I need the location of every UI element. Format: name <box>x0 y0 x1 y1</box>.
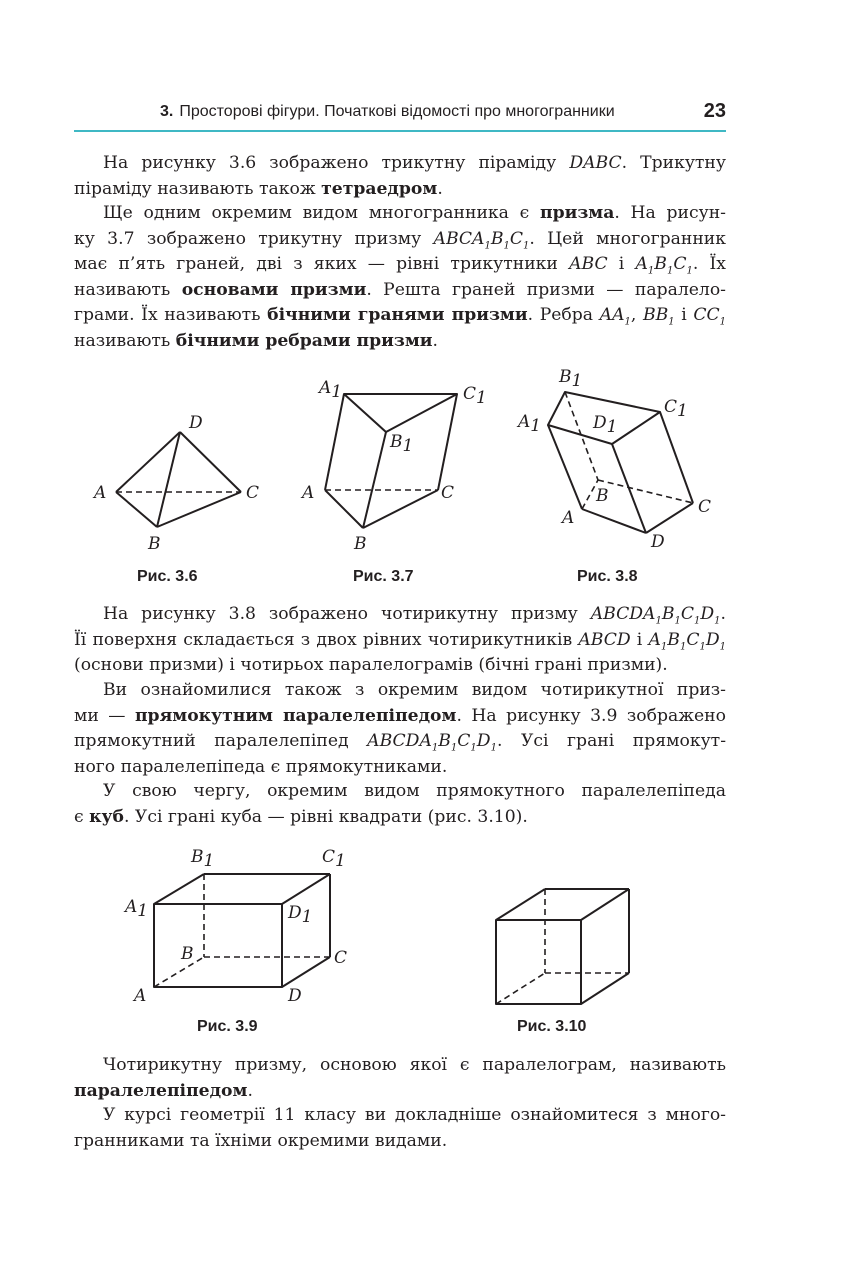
label-b1: B1 <box>390 432 414 456</box>
caption-fig-3-7: Рис. 3.7 <box>353 568 414 585</box>
edge-bottom-right <box>581 973 629 1004</box>
label-d1: D1 <box>593 413 618 437</box>
label-c: C <box>334 948 348 968</box>
label-c1: C1 <box>664 397 688 421</box>
term-lateral-faces: бічними гранями призми <box>267 305 528 325</box>
paragraph-4: Ви ознайомилися також з окремим видом чотирикутної приз- ми — прямокутним паралелепіпедом. На рисунку 3.9 зображено прямокутний паралелепіпед $ABCDA_1B_1C_1D_1$. Усі грані прямокут- ного паралелепіпеда є прямокутниками. <box>74 680 726 777</box>
label-c: C <box>698 497 712 517</box>
label-c: C <box>441 483 455 503</box>
label-a: A <box>562 508 575 528</box>
term-prism-bases: основами призми <box>181 279 367 300</box>
label-b1: B1 <box>559 367 583 391</box>
label-a: A <box>134 986 147 1006</box>
label-c1: C1 <box>463 384 487 408</box>
edge-top-right <box>581 889 629 920</box>
edge-top-left <box>496 889 545 920</box>
term-rectangular-parallelepiped: прямокутним паралелепіпедом <box>134 705 457 726</box>
label-c1: C1 <box>322 847 346 871</box>
label-b: B <box>596 486 609 506</box>
label-b: B <box>354 534 367 554</box>
label-b: B <box>181 944 194 964</box>
paragraph-7: У курсі геометрії 11 класу ви докладніше ознайомитеся з много- гранниками та їхніми окремими видами. <box>74 1105 726 1151</box>
chapter-number: 3. <box>160 103 174 120</box>
label-a: A <box>94 483 107 503</box>
label-b: B <box>148 534 161 554</box>
label-d: D <box>651 532 665 552</box>
paragraph-1: На рисунку 3.6 зображено трикутну піраміду DABC. Трикутну піраміду називають також тетраедром. <box>74 153 727 199</box>
label-d: D <box>189 413 203 433</box>
paragraph-5: У свою чергу, окремим видом прямокутного паралелепіпеда є куб. Усі грані куба — рівні квадрати (рис. 3.10). <box>74 781 726 827</box>
label-a: A <box>302 483 315 503</box>
label-b1: B1 <box>191 847 215 871</box>
front-face <box>496 920 581 1004</box>
label-a1: A1 <box>319 378 343 402</box>
label-a1: A1 <box>125 897 149 921</box>
edge-bottom-left-hidden <box>496 973 545 1004</box>
caption-fig-3-6: Рис. 3.6 <box>137 568 198 585</box>
term-cube: куб <box>89 806 124 827</box>
term-parallelepiped: паралелепіпедом <box>74 1080 248 1101</box>
term-prism: призма <box>539 203 615 223</box>
page-number: 23 <box>703 100 726 122</box>
paragraph-6: Чотирикутну призму, основою якої є паралелограм, називають паралелепіпедом. <box>74 1055 726 1101</box>
label-d1: D1 <box>288 903 313 927</box>
paragraph-3: На рисунку 3.8 зображено чотирикутну призму $ABCDA_1B_1C_1D_1$. Її поверхня складається з двох рівних чотирикутників ABCD і $A_1B_1C_1D_1$ (основи призми) і чотирьох паралелограмів (бічні грані призми). <box>74 604 726 675</box>
label-c: C <box>246 483 260 503</box>
label-d: D <box>288 986 302 1006</box>
chapter-title: Просторові фігури. Початкові відомості про многогранники <box>179 103 615 120</box>
label-a1: A1 <box>518 412 542 436</box>
caption-fig-3-10: Рис. 3.10 <box>517 1018 587 1035</box>
caption-fig-3-8: Рис. 3.8 <box>577 568 638 585</box>
caption-fig-3-9: Рис. 3.9 <box>197 1018 258 1035</box>
term-lateral-edges: бічними ребрами призми <box>175 330 433 351</box>
paragraph-2: Ще одним окремим видом многогранника є призма. На рисун- ку 3.7 зображено трикутну призму $ABCA_1B_1C_1$. Цей многогранник має п’ять граней, дві з яких — рівні трикутники ABC і $A_1B_1C_1$. Їх називають основами призми. Решта граней призми — паралело- грами. Їх називають бічними гранями призми. Ребра $AA_1$, $BB_1$ і $CC_1$ називають бічними ребрами призми. <box>74 203 726 351</box>
term-tetrahedron: тетраедром <box>321 178 438 199</box>
